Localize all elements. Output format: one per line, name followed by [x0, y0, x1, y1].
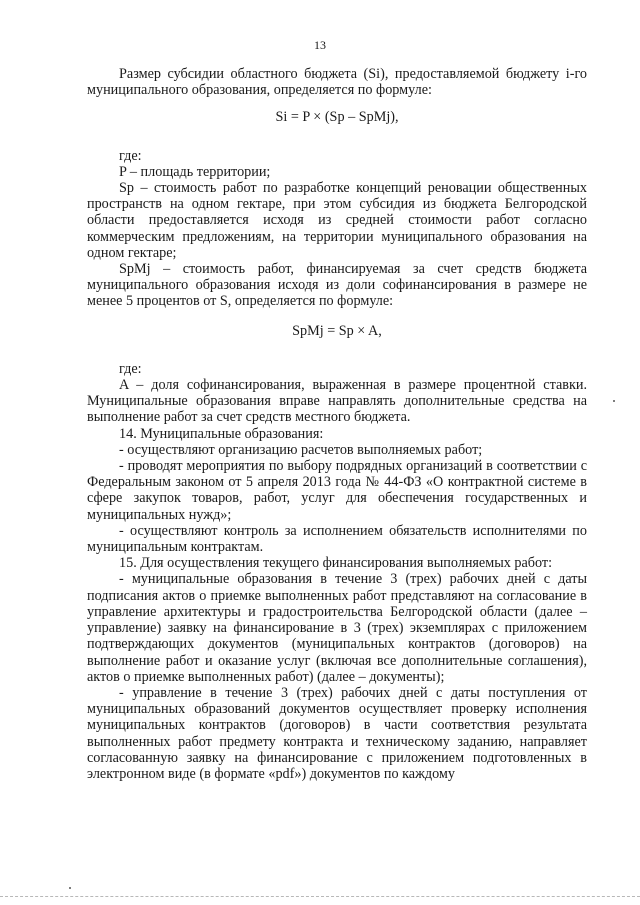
list-item: - осуществляют организацию расчетов выполняемых работ;: [119, 441, 483, 458]
list-item: - муниципальные образования в течение 3 (трех) рабочих дней с даты подписания актов о приемке выполненных работ представляют на согласование в управление архитектуры и градостроительства Белгородской области (далее – управление) заявку на финансирование в 3 (трех) экземплярах с приложением подтверждающих документов (муниципальных контрактов (договоров) на выполнение работ и оказание услуг (включая все дополнительные соглашения), актов о приемке выполненных работ) (далее – документы);: [87, 571, 587, 685]
scan-edge-line: [0, 896, 640, 897]
list-item: - проводят мероприятия по выбору подрядных организаций в соответствии с Федеральным законом от 5 апреля 2013 года № 44-ФЗ «О контрактной системе в сфере закупок товаров, работ, услуг для обеспечения государственных и муниципальных нужд»;: [87, 458, 587, 523]
paragraph: где:: [119, 147, 142, 164]
paragraph: Размер субсидии областного бюджета (Si), предоставляемой бюджету i-го муниципального образования, определяется по формуле:: [87, 66, 587, 99]
scan-speck: [69, 887, 71, 889]
page-number: 13: [314, 38, 326, 52]
paragraph: Sp – стоимость работ по разработке концепций реновации общественных пространств на одном гектаре, при этом субсидия из бюджета Белгородской области предоставляется исходя из средней стоимости работ согласно коммерческим предложениям, на территории муниципального образования на одном гектаре;: [87, 180, 587, 261]
paragraph: A – доля софинансирования, выраженная в размере процентной ставки. Муниципальные образования вправе направлять дополнительные средства на выполнение работ за счет средств местного бюджета.: [87, 377, 587, 426]
formula-subsidy: Si = P × (Sp – SpMj),: [275, 109, 399, 126]
section-heading-15: 15. Для осуществления текущего финансирования выполняемых работ:: [119, 555, 553, 572]
list-item: - управление в течение 3 (трех) рабочих дней с даты поступления от муниципальных образований документов осуществляет проверку исполнения муниципальных контрактов (договоров) в части соответствия результата выполненных работ предмету контракта и техническому заданию, направляет согласованную заявку на финансирование с приложением подготовленных в электронном виде (в формате «pdf») документов по каждому: [87, 684, 587, 782]
paragraph: SpMj – стоимость работ, финансируемая за счет средств бюджета муниципального образования исходя из доли софинансирования в размере не менее 5 процентов от S, определяется по формуле:: [87, 261, 587, 310]
list-item: - осуществляют контроль за исполнением обязательств исполнителями по муниципальным контрактам.: [87, 522, 587, 556]
formula-cofinancing: SpMj = Sp × A,: [292, 322, 382, 339]
document-body: [87, 66, 587, 782]
paragraph: P – площадь территории;: [119, 163, 271, 180]
scan-speck: [613, 400, 615, 402]
section-heading-14: 14. Муниципальные образования:: [119, 425, 324, 442]
paragraph: где:: [119, 360, 142, 377]
